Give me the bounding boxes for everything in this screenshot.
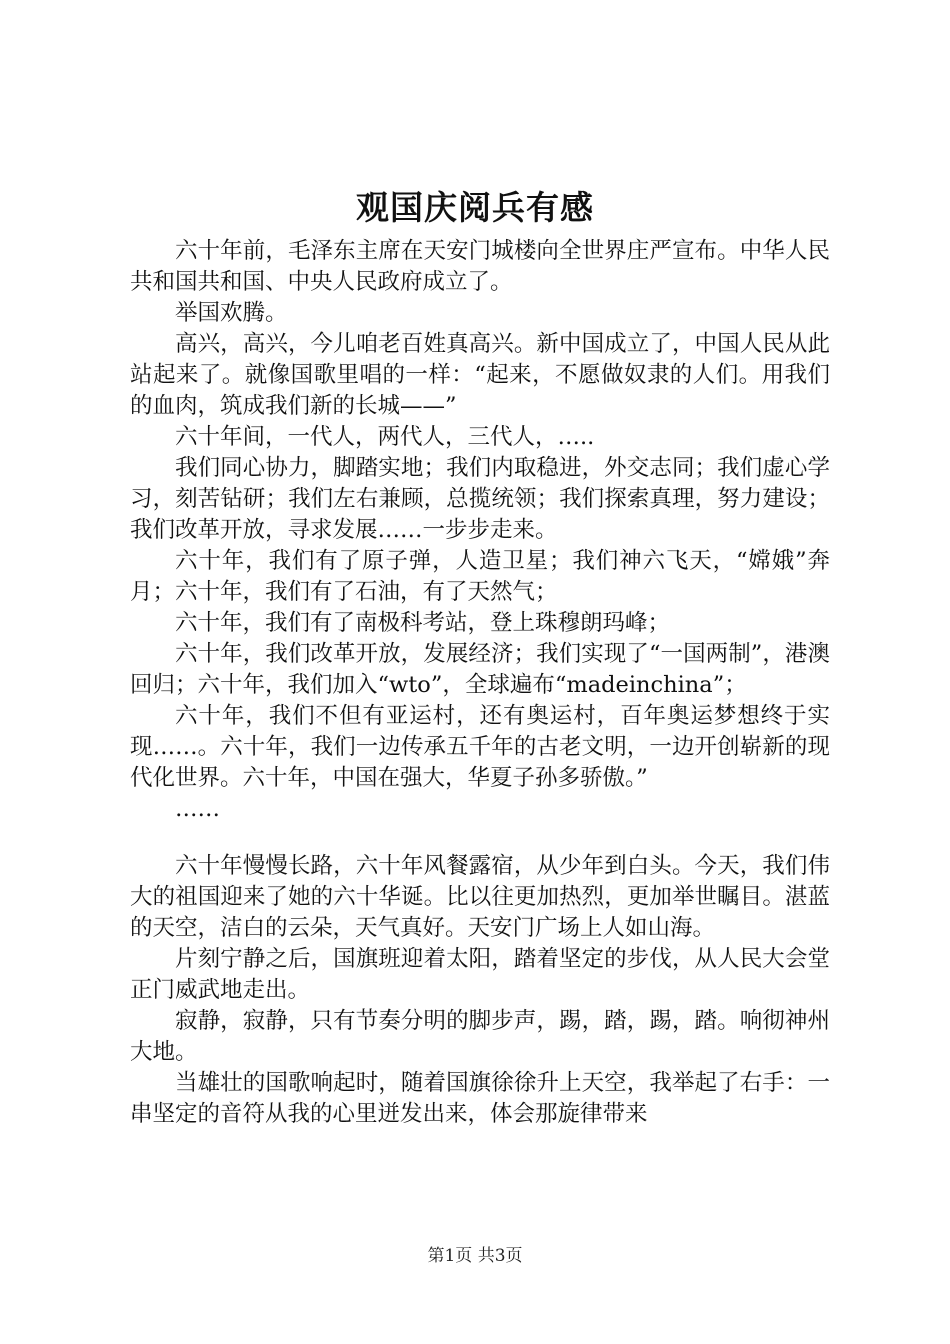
paragraph: 当雄壮的国歌响起时，随着国旗徐徐升上天空，我举起了右手：一串坚定的音符从我的心里迸发出来，体会那旋律带来 [130,1070,830,1127]
paragraph: 六十年，我们不但有亚运村，还有奥运村，百年奥运梦想终于实现……。六十年，我们一边传承五千年的古老文明，一边开创崭新的现代化世界。六十年，中国在强大，华夏子孙多骄傲。” [130,703,830,791]
paragraph: 举国欢腾。 [175,300,288,326]
paragraph: 片刻宁静之后，国旗班迎着太阳，踏着坚定的步伐，从人民大会堂正门威武地走出。 [130,946,830,1003]
paragraph: 高兴，高兴，今儿咱老百姓真高兴。新中国成立了，中国人民从此站起来了。就像国歌里唱的一样：“起来，不愿做奴隶的人们。用我们的血肉，筑成我们新的长城——” [130,331,830,419]
document-title: 观国庆阅兵有感 [356,188,594,227]
paragraph: 六十年，我们改革开放，发展经济；我们实现了“一国两制”，港澳回归；六十年，我们加入“wto”，全球遍布“madeinchina”； [130,641,830,698]
paragraph: 六十年，我们有了南极科考站，登上珠穆朗玛峰； [175,610,671,636]
document-body [130,236,830,1130]
page-footer: 第1页 共3页 [427,1246,523,1266]
paragraph: 六十年慢慢长路，六十年风餐露宿，从少年到白头。今天，我们伟大的祖国迎来了她的六十华诞。比以往更加热烈，更加举世瞩目。湛蓝的天空，洁白的云朵，天气真好。天安门广场上人如山海。 [130,853,830,941]
paragraph: 六十年前，毛泽东主席在天安门城楼向全世界庄严宣布。中华人民共和国共和国、中央人民政府成立了。 [130,238,830,295]
paragraph: 六十年，我们有了原子弹，人造卫星；我们神六飞天，“嫦娥”奔月；六十年，我们有了石油，有了天然气； [130,548,830,605]
paragraph: 六十年间，一代人，两代人，三代人，….. [175,424,595,450]
ellipsis-paragraph: …… [175,796,220,822]
paragraph: 我们同心协力，脚踏实地；我们内取稳进，外交志同；我们虚心学习，刻苦钻研；我们左右兼顾，总揽统领；我们探索真理，努力建设；我们改革开放，寻求发展……一步步走来。 [130,455,830,543]
paragraph: 寂静，寂静，只有节奏分明的脚步声，踢，踏，踢，踏。响彻神州大地。 [130,1008,830,1065]
